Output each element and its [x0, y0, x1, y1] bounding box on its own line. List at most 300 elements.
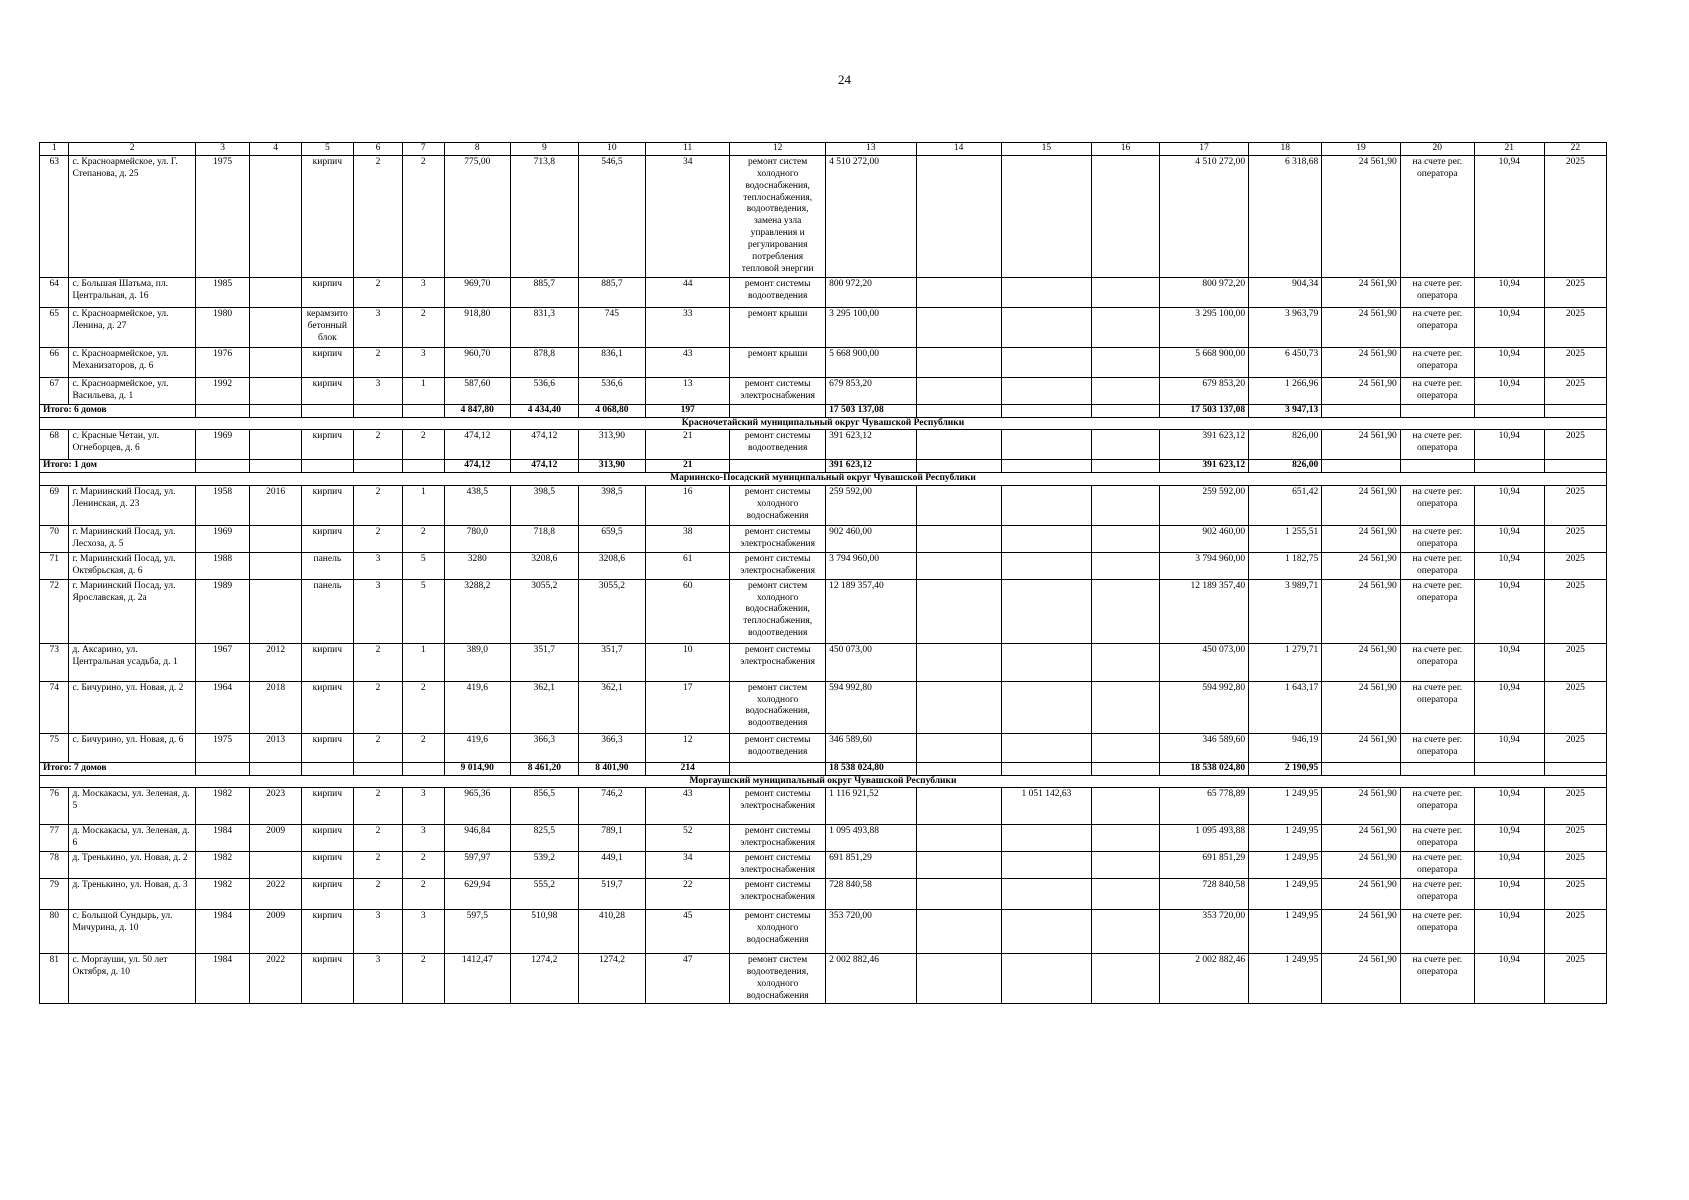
cell-cost-total: 391 623,12 — [826, 430, 917, 460]
cell-n: 75 — [40, 733, 69, 762]
cell-address: с. Красноармейское, ул. Ленина, д. 27 — [69, 307, 195, 347]
cell-address: с. Бичурино, ул. Новая, д. 2 — [69, 681, 195, 733]
cell-cost-total: 1 116 921,52 — [826, 788, 917, 825]
cell-n: 74 — [40, 681, 69, 733]
municipality-name: Мариинско-Посадский муниципальный округ Чувашской Республики — [40, 473, 1607, 486]
cell-rate: 10,94 — [1474, 953, 1544, 1004]
cell-works: ремонт систем холодного водоснабжения, водоотведения — [730, 681, 826, 733]
cell-rate: 10,94 — [1474, 579, 1544, 643]
cell-fund-own: 902 460,00 — [1159, 526, 1248, 553]
cell-entrances: 5 — [403, 579, 444, 643]
cell-fund-fed — [916, 643, 1001, 681]
cell-limit-cost: 24 561,90 — [1322, 579, 1401, 643]
total-empty-cell — [1322, 404, 1401, 417]
cell-area-total: 419,6 — [444, 681, 511, 733]
cell-year-plan: 2025 — [1544, 681, 1606, 733]
cell-address: с. Красноармейское, ул. Г. Степанова, д. 25 — [69, 155, 195, 277]
cell-renov — [250, 852, 301, 879]
cell-fund-own: 65 778,89 — [1159, 788, 1248, 825]
cell-address: г. Мариинский Посад, ул. Лесхоза, д. 5 — [69, 526, 195, 553]
total-cost-total: 18 538 024,80 — [826, 762, 917, 775]
cell-method: на счете рег. оператора — [1400, 347, 1474, 377]
cell-area-res: 878,8 — [511, 347, 579, 377]
cell-n: 79 — [40, 878, 69, 909]
cell-area-res: 713,8 — [511, 155, 579, 277]
total-fund-own: 17 503 137,08 — [1159, 404, 1248, 417]
cell-n: 69 — [40, 486, 69, 526]
cell-address: с. Бичурино, ул. Новая, д. 6 — [69, 733, 195, 762]
cell-method: на счете рег. оператора — [1400, 825, 1474, 852]
cell-fund-loc — [1092, 347, 1160, 377]
cell-year: 1958 — [195, 486, 250, 526]
cell-area-flats: 659,5 — [578, 526, 646, 553]
cell-unit-cost: 826,00 — [1249, 430, 1322, 460]
table-row — [40, 377, 1607, 404]
cell-address: г. Мариинский Посад, ул. Ленинская, д. 23 — [69, 486, 195, 526]
cell-people: 17 — [646, 681, 730, 733]
column-number: 17 — [1159, 143, 1248, 156]
table-row — [40, 909, 1607, 953]
cell-entrances: 2 — [403, 526, 444, 553]
total-empty-cell — [301, 460, 353, 473]
cell-method: на счете рег. оператора — [1400, 878, 1474, 909]
cell-rate: 10,94 — [1474, 643, 1544, 681]
cell-entrances: 5 — [403, 552, 444, 579]
column-number: 18 — [1249, 143, 1322, 156]
cell-area-res: 831,3 — [511, 307, 579, 347]
cell-rate: 10,94 — [1474, 681, 1544, 733]
cell-method: на счете рег. оператора — [1400, 953, 1474, 1004]
total-empty-cell — [1092, 460, 1160, 473]
cell-n: 67 — [40, 377, 69, 404]
cell-address: г. Мариинский Посад, ул. Ярославская, д. 2а — [69, 579, 195, 643]
cell-fund-own: 391 623,12 — [1159, 430, 1248, 460]
cell-fund-fed — [916, 825, 1001, 852]
cell-year: 1984 — [195, 953, 250, 1004]
cell-works: ремонт системы электроснабжения — [730, 643, 826, 681]
cell-renov — [250, 277, 301, 307]
table-row — [40, 788, 1607, 825]
cell-method: на счете рег. оператора — [1400, 486, 1474, 526]
column-number: 16 — [1092, 143, 1160, 156]
cell-limit-cost: 24 561,90 — [1322, 953, 1401, 1004]
cell-address: с. Красные Четаи, ул. Огнеборцев, д. 6 — [69, 430, 195, 460]
total-empty-cell — [1400, 460, 1474, 473]
cell-entrances: 2 — [403, 733, 444, 762]
total-label: Итого: 6 домов — [40, 404, 196, 417]
cell-unit-cost: 651,42 — [1249, 486, 1322, 526]
cell-cost-total: 12 189 357,40 — [826, 579, 917, 643]
total-empty-cell — [730, 762, 826, 775]
cell-fund-loc — [1092, 486, 1160, 526]
cell-renov — [250, 526, 301, 553]
cell-fund-rep — [1001, 155, 1092, 277]
cell-fund-loc — [1092, 825, 1160, 852]
total-empty-cell — [916, 460, 1001, 473]
cell-people: 16 — [646, 486, 730, 526]
cell-works: ремонт систем холодного водоснабжения, теплоснабжения, водоотведения — [730, 579, 826, 643]
cell-area-total: 419,6 — [444, 733, 511, 762]
cell-year-plan: 2025 — [1544, 430, 1606, 460]
cell-unit-cost: 1 249,95 — [1249, 852, 1322, 879]
cell-area-flats: 1274,2 — [578, 953, 646, 1004]
cell-limit-cost: 24 561,90 — [1322, 852, 1401, 879]
total-area-total: 4 847,80 — [444, 404, 511, 417]
cell-fund-own: 3 295 100,00 — [1159, 307, 1248, 347]
cell-rate: 10,94 — [1474, 825, 1544, 852]
cell-method: на счете рег. оператора — [1400, 377, 1474, 404]
total-area-res: 4 434,40 — [511, 404, 579, 417]
cell-area-res: 885,7 — [511, 277, 579, 307]
cell-cost-total: 353 720,00 — [826, 909, 917, 953]
cell-fund-fed — [916, 909, 1001, 953]
cell-address: с. Красноармейское, ул. Васильева, д. 1 — [69, 377, 195, 404]
total-cost-total: 391 623,12 — [826, 460, 917, 473]
cell-people: 34 — [646, 852, 730, 879]
cell-n: 73 — [40, 643, 69, 681]
cell-cost-total: 728 840,58 — [826, 878, 917, 909]
cell-year-plan: 2025 — [1544, 277, 1606, 307]
cell-rate: 10,94 — [1474, 430, 1544, 460]
cell-floors: 3 — [354, 552, 403, 579]
cell-address: д. Москакасы, ул. Зеленая, д. 5 — [69, 788, 195, 825]
cell-fund-loc — [1092, 579, 1160, 643]
cell-floors: 2 — [354, 733, 403, 762]
cell-fund-rep — [1001, 852, 1092, 879]
cell-works: ремонт системы электроснабжения — [730, 788, 826, 825]
cell-material: кирпич — [301, 878, 353, 909]
cell-year-plan: 2025 — [1544, 852, 1606, 879]
cell-area-total: 597,97 — [444, 852, 511, 879]
cell-address: с. Красноармейское, ул. Механизаторов, д. 6 — [69, 347, 195, 377]
cell-address: д. Тренькино, ул. Новая, д. 3 — [69, 878, 195, 909]
cell-fund-rep — [1001, 733, 1092, 762]
cell-works: ремонт системы электроснабжения — [730, 526, 826, 553]
table-row — [40, 430, 1607, 460]
cell-area-res: 718,8 — [511, 526, 579, 553]
cell-floors: 2 — [354, 852, 403, 879]
cell-fund-loc — [1092, 909, 1160, 953]
total-empty-cell — [1544, 460, 1606, 473]
cell-works: ремонт системы холодного водоснабжения — [730, 486, 826, 526]
cell-area-res: 3055,2 — [511, 579, 579, 643]
cell-limit-cost: 24 561,90 — [1322, 733, 1401, 762]
column-number: 12 — [730, 143, 826, 156]
cell-fund-own: 259 592,00 — [1159, 486, 1248, 526]
cell-n: 64 — [40, 277, 69, 307]
cell-fund-fed — [916, 552, 1001, 579]
cell-rate: 10,94 — [1474, 788, 1544, 825]
cell-limit-cost: 24 561,90 — [1322, 552, 1401, 579]
column-number: 6 — [354, 143, 403, 156]
cell-n: 77 — [40, 825, 69, 852]
cell-method: на счете рег. оператора — [1400, 681, 1474, 733]
cell-area-flats: 449,1 — [578, 852, 646, 879]
cell-people: 47 — [646, 953, 730, 1004]
cell-area-res: 856,5 — [511, 788, 579, 825]
cell-fund-fed — [916, 155, 1001, 277]
cell-limit-cost: 24 561,90 — [1322, 878, 1401, 909]
cell-works: ремонт систем водоотведения, холодного водоснабжения — [730, 953, 826, 1004]
cell-area-res: 536,6 — [511, 377, 579, 404]
cell-entrances: 2 — [403, 430, 444, 460]
total-empty-cell — [195, 404, 250, 417]
cell-year: 1976 — [195, 347, 250, 377]
cell-works: ремонт крыши — [730, 347, 826, 377]
cell-rate: 10,94 — [1474, 552, 1544, 579]
column-number: 3 — [195, 143, 250, 156]
cell-year: 1982 — [195, 788, 250, 825]
cell-works: ремонт системы холодного водоснабжения — [730, 909, 826, 953]
column-number: 15 — [1001, 143, 1092, 156]
table-row — [40, 878, 1607, 909]
total-label: Итого: 1 дом — [40, 460, 196, 473]
cell-fund-rep — [1001, 878, 1092, 909]
cell-works: ремонт системы электроснабжения — [730, 825, 826, 852]
cell-year: 1975 — [195, 155, 250, 277]
cell-material: кирпич — [301, 377, 353, 404]
cell-rate: 10,94 — [1474, 909, 1544, 953]
cell-renov — [250, 579, 301, 643]
cell-method: на счете рег. оператора — [1400, 277, 1474, 307]
cell-fund-fed — [916, 307, 1001, 347]
cell-people: 12 — [646, 733, 730, 762]
column-number: 1 — [40, 143, 69, 156]
cell-fund-own: 691 851,29 — [1159, 852, 1248, 879]
cell-fund-fed — [916, 377, 1001, 404]
cell-area-flats: 519,7 — [578, 878, 646, 909]
cell-address: г. Мариинский Посад, ул. Октябрьская, д. 6 — [69, 552, 195, 579]
total-empty-cell — [250, 404, 301, 417]
cell-unit-cost: 946,19 — [1249, 733, 1322, 762]
cell-limit-cost: 24 561,90 — [1322, 643, 1401, 681]
cell-entrances: 1 — [403, 486, 444, 526]
cell-fund-fed — [916, 486, 1001, 526]
cell-cost-total: 902 460,00 — [826, 526, 917, 553]
cell-people: 22 — [646, 878, 730, 909]
cell-method: на счете рег. оператора — [1400, 155, 1474, 277]
cell-area-flats: 746,2 — [578, 788, 646, 825]
cell-cost-total: 259 592,00 — [826, 486, 917, 526]
cell-unit-cost: 1 249,95 — [1249, 788, 1322, 825]
cell-unit-cost: 1 279,71 — [1249, 643, 1322, 681]
total-empty-cell — [1322, 762, 1401, 775]
cell-floors: 2 — [354, 788, 403, 825]
cell-unit-cost: 3 989,71 — [1249, 579, 1322, 643]
cell-area-flats: 885,7 — [578, 277, 646, 307]
cell-fund-rep — [1001, 953, 1092, 1004]
cell-entrances: 1 — [403, 377, 444, 404]
cell-renov: 2022 — [250, 878, 301, 909]
table-row — [40, 155, 1607, 277]
cell-n: 66 — [40, 347, 69, 377]
cell-fund-loc — [1092, 155, 1160, 277]
total-empty-cell — [1544, 762, 1606, 775]
cell-unit-cost: 6 450,73 — [1249, 347, 1322, 377]
cell-area-flats: 745 — [578, 307, 646, 347]
cell-n: 68 — [40, 430, 69, 460]
cell-area-res: 539,2 — [511, 852, 579, 879]
cell-works: ремонт системы водоотведения — [730, 733, 826, 762]
cell-area-total: 780,0 — [444, 526, 511, 553]
cell-material: кирпич — [301, 909, 353, 953]
total-label: Итого: 7 домов — [40, 762, 196, 775]
cell-material: кирпич — [301, 953, 353, 1004]
cell-area-total: 597,5 — [444, 909, 511, 953]
cell-year: 1969 — [195, 430, 250, 460]
cell-rate: 10,94 — [1474, 377, 1544, 404]
table-row — [40, 486, 1607, 526]
cell-year: 1988 — [195, 552, 250, 579]
cell-fund-fed — [916, 852, 1001, 879]
cell-fund-own: 4 510 272,00 — [1159, 155, 1248, 277]
cell-year-plan: 2025 — [1544, 377, 1606, 404]
cell-fund-fed — [916, 953, 1001, 1004]
cell-fund-own: 450 073,00 — [1159, 643, 1248, 681]
cell-area-flats: 3055,2 — [578, 579, 646, 643]
cell-area-res: 3208,6 — [511, 552, 579, 579]
column-number: 4 — [250, 143, 301, 156]
cell-rate: 10,94 — [1474, 277, 1544, 307]
column-number: 7 — [403, 143, 444, 156]
page-number: 24 — [838, 72, 851, 87]
cell-floors: 2 — [354, 681, 403, 733]
cell-area-flats: 410,28 — [578, 909, 646, 953]
municipality-section-row — [40, 417, 1607, 430]
cell-unit-cost: 1 249,95 — [1249, 825, 1322, 852]
cell-fund-loc — [1092, 953, 1160, 1004]
cell-fund-own: 594 992,80 — [1159, 681, 1248, 733]
cell-people: 21 — [646, 430, 730, 460]
cell-fund-fed — [916, 579, 1001, 643]
total-unit-cost: 826,00 — [1249, 460, 1322, 473]
column-number: 22 — [1544, 143, 1606, 156]
total-empty-cell — [1544, 404, 1606, 417]
cell-people: 44 — [646, 277, 730, 307]
cell-works: ремонт системы электроснабжения — [730, 377, 826, 404]
cell-cost-total: 5 668 900,00 — [826, 347, 917, 377]
cell-limit-cost: 24 561,90 — [1322, 155, 1401, 277]
cell-area-total: 918,80 — [444, 307, 511, 347]
capital-repair-table — [39, 142, 1607, 1004]
cell-area-total: 389,0 — [444, 643, 511, 681]
table-row — [40, 825, 1607, 852]
cell-material: керамзитобетонный блок — [301, 307, 353, 347]
total-area-flats: 4 068,80 — [578, 404, 646, 417]
cell-method: на счете рег. оператора — [1400, 579, 1474, 643]
total-empty-cell — [250, 460, 301, 473]
cell-fund-rep — [1001, 307, 1092, 347]
cell-fund-fed — [916, 788, 1001, 825]
cell-material: кирпич — [301, 825, 353, 852]
cell-entrances: 2 — [403, 878, 444, 909]
cell-material: кирпич — [301, 486, 353, 526]
cell-year: 1984 — [195, 909, 250, 953]
total-empty-cell — [1322, 460, 1401, 473]
cell-renov: 2013 — [250, 733, 301, 762]
cell-unit-cost: 1 249,95 — [1249, 909, 1322, 953]
cell-area-total: 587,60 — [444, 377, 511, 404]
cell-renov: 2009 — [250, 825, 301, 852]
column-number: 11 — [646, 143, 730, 156]
table-row — [40, 643, 1607, 681]
cell-fund-own: 12 189 357,40 — [1159, 579, 1248, 643]
cell-n: 76 — [40, 788, 69, 825]
cell-renov: 2016 — [250, 486, 301, 526]
total-people: 21 — [646, 460, 730, 473]
cell-works: ремонт системы электроснабжения — [730, 852, 826, 879]
cell-n: 80 — [40, 909, 69, 953]
total-empty-cell — [1474, 460, 1544, 473]
cell-year: 1964 — [195, 681, 250, 733]
total-empty-cell — [354, 762, 403, 775]
cell-renov: 2022 — [250, 953, 301, 1004]
cell-renov: 2009 — [250, 909, 301, 953]
table-row — [40, 526, 1607, 553]
total-people: 214 — [646, 762, 730, 775]
cell-year-plan: 2025 — [1544, 878, 1606, 909]
cell-year-plan: 2025 — [1544, 526, 1606, 553]
column-number: 8 — [444, 143, 511, 156]
cell-area-total: 474,12 — [444, 430, 511, 460]
cell-year: 1980 — [195, 307, 250, 347]
cell-floors: 3 — [354, 307, 403, 347]
total-empty-cell — [1474, 404, 1544, 417]
total-empty-cell — [1001, 762, 1092, 775]
cell-entrances: 2 — [403, 852, 444, 879]
cell-people: 45 — [646, 909, 730, 953]
cell-fund-loc — [1092, 430, 1160, 460]
total-row — [40, 404, 1607, 417]
cell-area-total: 775,00 — [444, 155, 511, 277]
municipality-name: Красночетайский муниципальный округ Чувашской Республики — [40, 417, 1607, 430]
total-row — [40, 460, 1607, 473]
cell-cost-total: 594 992,80 — [826, 681, 917, 733]
cell-year-plan: 2025 — [1544, 552, 1606, 579]
cell-method: на счете рег. оператора — [1400, 552, 1474, 579]
cell-fund-fed — [916, 878, 1001, 909]
cell-area-res: 362,1 — [511, 681, 579, 733]
cell-material: кирпич — [301, 430, 353, 460]
cell-area-total: 960,70 — [444, 347, 511, 377]
column-number: 14 — [916, 143, 1001, 156]
cell-year: 1975 — [195, 733, 250, 762]
cell-unit-cost: 1 255,51 — [1249, 526, 1322, 553]
cell-fund-loc — [1092, 552, 1160, 579]
cell-year-plan: 2025 — [1544, 788, 1606, 825]
cell-entrances: 2 — [403, 155, 444, 277]
total-area-total: 9 014,90 — [444, 762, 511, 775]
cell-area-flats: 362,1 — [578, 681, 646, 733]
cell-area-flats: 546,5 — [578, 155, 646, 277]
cell-limit-cost: 24 561,90 — [1322, 430, 1401, 460]
total-empty-cell — [354, 460, 403, 473]
municipality-section-row — [40, 775, 1607, 788]
cell-rate: 10,94 — [1474, 486, 1544, 526]
cell-area-flats: 398,5 — [578, 486, 646, 526]
cell-n: 71 — [40, 552, 69, 579]
cell-method: на счете рег. оператора — [1400, 788, 1474, 825]
cell-works: ремонт крыши — [730, 307, 826, 347]
cell-floors: 2 — [354, 643, 403, 681]
cell-floors: 3 — [354, 953, 403, 1004]
cell-material: кирпич — [301, 155, 353, 277]
cell-area-total: 438,5 — [444, 486, 511, 526]
cell-rate: 10,94 — [1474, 878, 1544, 909]
cell-people: 38 — [646, 526, 730, 553]
cell-fund-own: 1 095 493,88 — [1159, 825, 1248, 852]
column-number: 13 — [826, 143, 917, 156]
